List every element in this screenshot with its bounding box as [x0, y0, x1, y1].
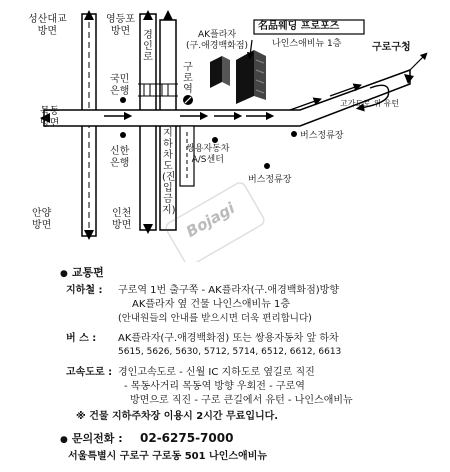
subway-line: AK플라자 옆 건물 나인스애비뉴 1층 — [132, 299, 291, 310]
label-ssangyong: 쌍용자동차 A/S센터 — [186, 144, 230, 165]
bus-stop-marker — [264, 163, 270, 169]
label-shinhan-bank: 신한 은행 — [110, 146, 130, 169]
bus-label: 버 스 : — [66, 333, 97, 344]
label-gyeongin-ro: 경인로 — [143, 30, 153, 63]
label-anyang: 안양 방면 — [32, 208, 52, 231]
bus-stop-marker — [291, 131, 297, 137]
highway-line: 방면으로 직진 - 구로 큰길에서 유턴 - 나인스애비뉴 — [130, 395, 353, 406]
label-overpass-uturn: 고가도로 위 유턴 — [340, 99, 400, 108]
ak-plaza-building — [210, 56, 230, 88]
highway-line: - 목동사거리 목동역 방향 우회전 - 구로역 — [124, 381, 305, 392]
address: 서울특별시 구로구 구로동 501 나인스애비뉴 — [68, 451, 268, 462]
label-seongsan: 성산대교 방면 — [28, 14, 67, 37]
label-venue: 名品웨딩 프로포즈 — [258, 21, 340, 32]
directions-panel — [0, 262, 450, 472]
label-bus-stop-2: 버스정류장 — [248, 175, 292, 185]
label-guro-station: 구로역 — [183, 62, 193, 95]
parking-note: ※ 건물 지하주차장 이용시 2시간 무료입니다. — [76, 411, 279, 422]
label-nines-avenue: 나인스애비뉴 1층 — [272, 39, 342, 49]
highway-label: 고속도로 : — [66, 367, 113, 378]
label-incheon: 인천 방면 — [112, 208, 132, 231]
label-mokdong: 목동 방면 — [40, 106, 60, 129]
highway-line: 경인고속도로 - 신월 IC 지하도로 옆길로 직진 — [118, 367, 315, 378]
subway-label: 지하철 : — [66, 285, 103, 296]
subway-line: 구로역 1번 출구쪽 - AK플라자(구.애경백화점)방향 — [118, 285, 339, 296]
bus-line: 5615, 5626, 5630, 5712, 5714, 6512, 6612, 6613 — [118, 347, 342, 357]
shinhan-bank-marker — [120, 132, 126, 138]
label-ak-plaza: AK플라자 (구.애경백화점) — [186, 30, 249, 51]
transport-title: ● 교통편 — [60, 266, 104, 281]
label-underpass: 지하차도(진입금지) — [162, 128, 176, 216]
label-gukmin-bank: 국민 은행 — [110, 74, 130, 97]
phone-number: 02-6275-7000 — [140, 431, 234, 445]
ssangyong-marker — [212, 137, 218, 143]
contact-title: ● 문의전화 : — [60, 432, 123, 447]
bus-line: AK플라자(구.애경백화점) 또는 쌍용자동차 앞 하차 — [118, 333, 339, 344]
label-guro-office: 구로구청 — [372, 42, 411, 53]
label-bus-stop-1: 버스정류장 — [300, 131, 344, 141]
watermark-text: Bojagi — [183, 198, 238, 242]
subway-line: (안내원들의 안내를 받으시면 더욱 편리합니다) — [118, 313, 312, 324]
label-yeongdeungpo: 영등포 방면 — [106, 14, 135, 37]
